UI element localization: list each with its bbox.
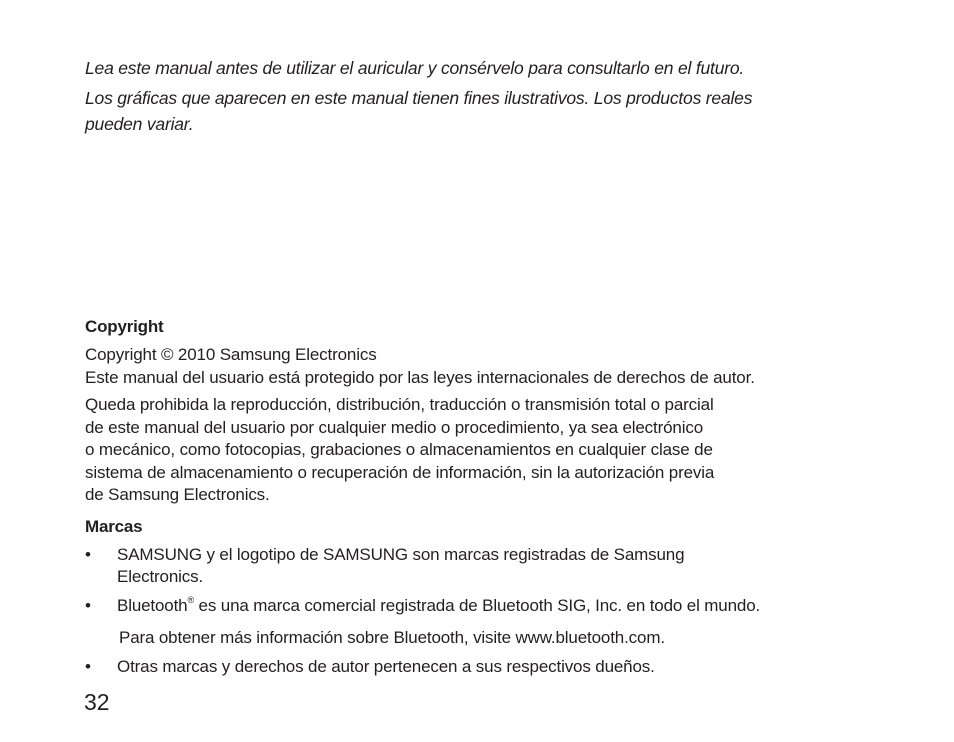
trademark-samsung-line2: Electronics. xyxy=(117,567,204,586)
copyright-body xyxy=(85,394,905,507)
list-item xyxy=(85,544,905,589)
intro-notice xyxy=(85,55,885,137)
copyright-line: Este manual del usuario está protegido por las leyes internacionales de derechos de autor. xyxy=(85,367,755,387)
legal-section xyxy=(85,316,905,684)
trademarks-list xyxy=(85,544,905,679)
list-item xyxy=(85,656,905,679)
bullet: • xyxy=(85,656,91,676)
marcas-heading: Marcas xyxy=(85,516,143,536)
copyright-heading: Copyright xyxy=(85,317,164,336)
intro-line-graphics-b: pueden variar. xyxy=(85,114,194,134)
trademark-others: Otras marcas y derechos de autor pertenecen a sus respectivos dueños. xyxy=(117,656,655,676)
copyright-body-line: Queda prohibida la reproducción, distribución, traducción o transmisión total o parcial xyxy=(85,395,714,414)
copyright-body-line: sistema de almacenamiento o recuperación de información, sin la autorización previa xyxy=(85,462,715,482)
trademark-samsung-line1: SAMSUNG y el logotipo de SAMSUNG son marcas registradas de Samsung xyxy=(117,544,685,564)
trademark-bluetooth-name: Bluetooth xyxy=(117,595,188,615)
copyright-line: Copyright © 2010 Samsung Electronics xyxy=(85,345,377,364)
bluetooth-info-line: Para obtener más información sobre Bluetooth, visite www.bluetooth.com. xyxy=(119,628,665,647)
intro-line-read-manual: Lea este manual antes de utilizar el auricular y consérvelo para consultarlo en el futuro. xyxy=(85,58,745,78)
copyright-body-line: de este manual del usuario por cualquier medio o procedimiento, ya sea electrónico xyxy=(85,417,704,437)
page-number: 32 xyxy=(84,689,110,715)
registered-mark: ® xyxy=(187,594,194,605)
list-item xyxy=(85,595,905,650)
bullet: • xyxy=(85,544,91,564)
intro-line-graphics-a: Los gráficas que aparecen en este manual tienen fines ilustrativos. Los productos reales xyxy=(85,88,753,108)
copyright-body-line: de Samsung Electronics. xyxy=(85,485,270,504)
bullet: • xyxy=(85,595,91,615)
copyright-statement xyxy=(85,344,905,389)
trademark-bluetooth-text: es una marca comercial registrada de Bluetooth SIG, Inc. en todo el mundo. xyxy=(193,595,761,615)
copyright-body-line: o mecánico, como fotocopias, grabaciones o almacenamientos en cualquier clase de xyxy=(85,440,713,459)
